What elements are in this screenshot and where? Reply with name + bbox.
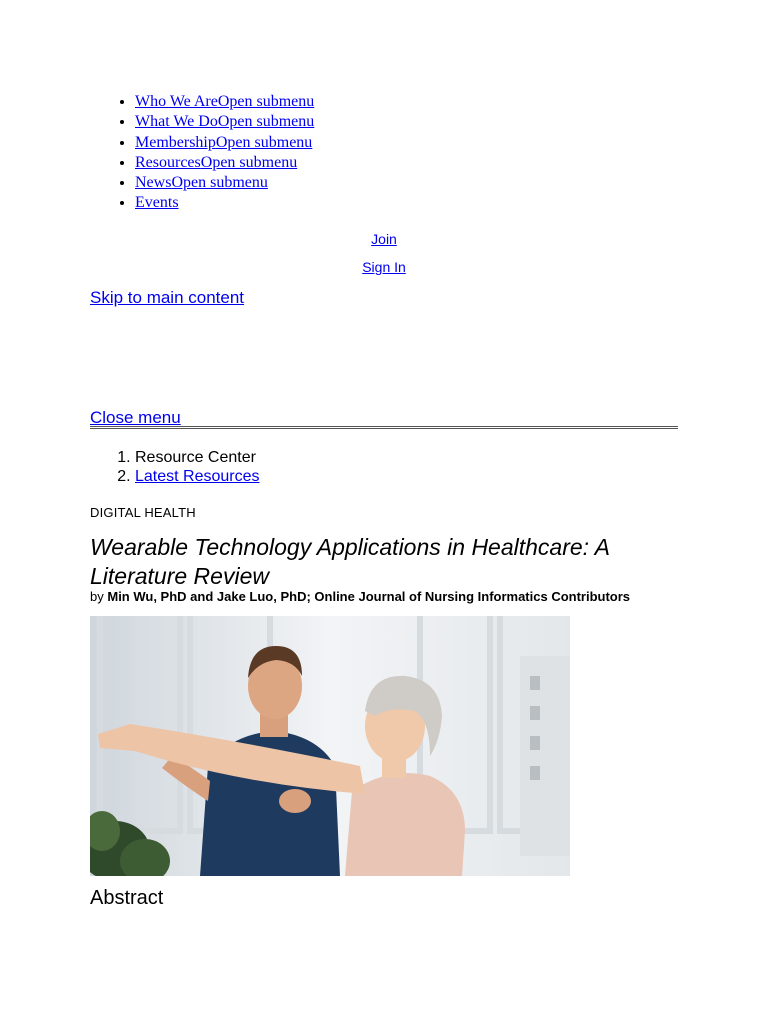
background-building [520,656,570,856]
nav-item-events [135,193,314,213]
article-category: DIGITAL HEALTH [90,505,196,520]
article-byline [90,589,630,604]
skip-to-main-content-link[interactable]: Skip to main content [90,288,245,307]
nav-link-what-we-do[interactable]: What We DoOpen submenu [135,113,315,131]
close-menu-link[interactable]: Close menu [90,408,181,427]
main-navigation [0,92,314,214]
breadcrumb-item-latest-resources [135,467,260,486]
nav-item-who-we-are [135,92,314,112]
article-hero-image [90,616,570,876]
nav-item-news [135,173,314,193]
sign-in-link-container [0,259,768,275]
nav-item-membership [135,133,314,153]
abstract-heading: Abstract [90,887,164,909]
breadcrumb-link-latest-resources[interactable]: Latest Resources [135,468,260,485]
join-link[interactable]: Join [371,231,397,247]
sign-in-link[interactable]: Sign In [362,259,406,275]
nav-item-what-we-do [135,112,314,132]
nav-item-resources [135,153,314,173]
join-link-container [0,231,768,247]
breadcrumb-item-resource-center: 1. Resource Center [135,448,260,467]
nav-link-who-we-are[interactable]: Who We AreOpen submenu [135,93,315,110]
nav-link-membership[interactable]: MembershipOpen submenu [135,133,313,151]
byline-authors: Min Wu, PhD and Jake Luo, PhD; Online Journal of Nursing Informatics Contributors [107,589,631,604]
breadcrumb [0,448,260,486]
close-menu-bar [90,408,678,429]
byline-prefix: by [90,589,104,604]
nav-link-resources[interactable]: ResourcesOpen submenu [135,153,298,171]
hero-illustration [90,616,570,876]
article-title: Wearable Technology Applications in Healthcare: A Literature Review [90,534,610,589]
nav-link-events[interactable]: Events [135,194,179,212]
nav-link-news[interactable]: NewsOpen submenu [135,174,268,192]
